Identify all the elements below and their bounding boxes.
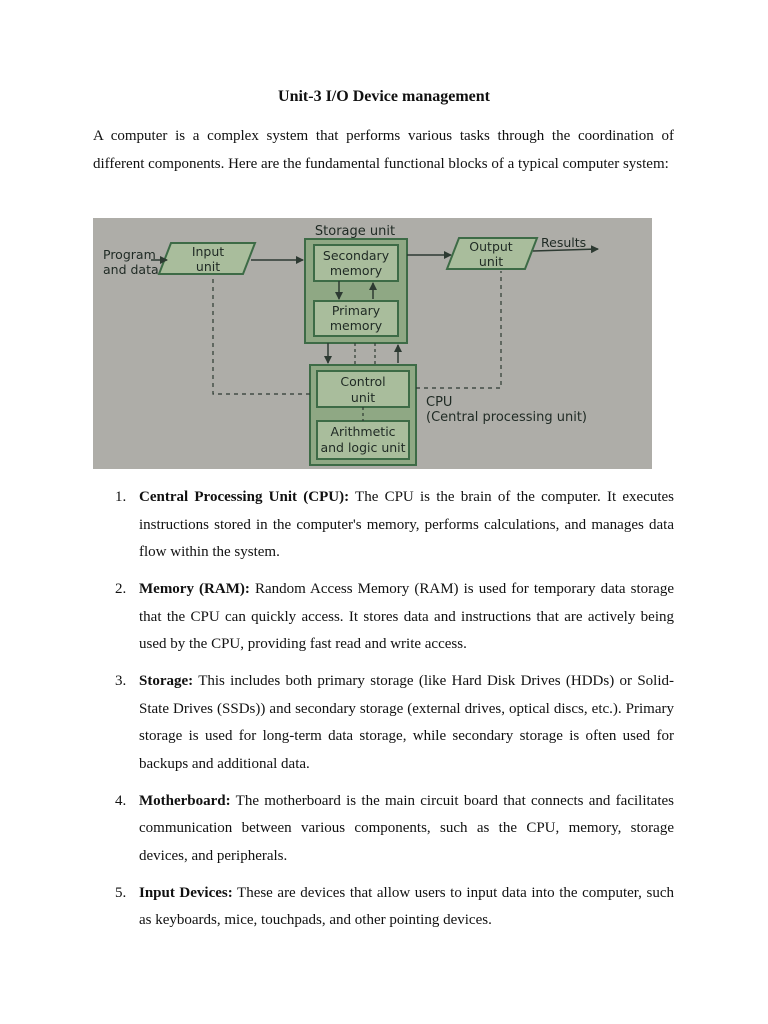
- intro-paragraph: A computer is a complex system that performs various tasks through the coordination of different components. Here are the fundamental functional blocks of a typical computer system:: [93, 128, 674, 172]
- component-list: [93, 484, 674, 944]
- alu-label-2: and logic unit: [320, 440, 406, 455]
- list-item: [93, 880, 674, 935]
- list-item: [93, 788, 674, 871]
- input-unit-label-1: Input: [191, 244, 225, 259]
- item-number: 1.: [115, 489, 127, 505]
- list-item: [93, 668, 674, 778]
- list-item: [93, 484, 674, 567]
- item-term: Memory (RAM):: [139, 581, 250, 597]
- control-unit-label-2: unit: [350, 390, 376, 405]
- storage-unit-label: Storage unit: [314, 224, 396, 239]
- output-unit-label-1: Output: [469, 239, 513, 254]
- item-number: 5.: [115, 884, 127, 901]
- program-and-data-label-2: and data: [103, 262, 159, 277]
- item-text: These are devices that allow users to input data into the computer, such as keyboards, mice, touchpads, and other pointing devices.: [139, 884, 674, 928]
- list-item: [93, 576, 674, 659]
- input-unit-label-2: unit: [195, 259, 221, 274]
- primary-memory-label-2: memory: [329, 318, 383, 333]
- block-diagram-figure: [93, 218, 652, 469]
- secondary-memory-label-1: Secondary: [322, 248, 390, 263]
- page-title: Unit-3 I/O Device management: [278, 88, 490, 105]
- control-unit-label-1: Control: [340, 374, 386, 389]
- item-term: Motherboard:: [139, 792, 231, 809]
- results-label: Results: [541, 235, 587, 250]
- item-number: 3.: [115, 673, 127, 689]
- cpu-full-label: (Central processing unit): [426, 410, 587, 425]
- item-term: Central Processing Unit (CPU):: [139, 489, 350, 505]
- item-term: Input Devices:: [139, 884, 233, 901]
- computer-block-diagram: [93, 218, 652, 469]
- item-text: This includes both primary storage (like Hard Disk Drives (HDDs) or Solid-State Drives (SSDs)) and secondary storage (external drives, optical discs, etc.). Primary storage is used for long-term data storage, while secondary storage is often used for backups and additional data.: [139, 673, 674, 772]
- item-text: Random Access Memory (RAM) is used for temporary data storage that the CPU can quickly access. It stores data and instructions that are actively being used by the CPU, providing fast read and write access.: [139, 581, 674, 652]
- cpu-label: CPU: [426, 395, 453, 410]
- item-text: The motherboard is the main circuit board that connects and facilitates communication between various components, such as the CPU, memory, storage devices, and peripherals.: [139, 792, 674, 864]
- item-number: 2.: [115, 581, 127, 597]
- alu-label-1: Arithmetic: [330, 424, 396, 439]
- item-number: 4.: [115, 792, 127, 809]
- output-unit-label-2: unit: [478, 254, 504, 269]
- primary-memory-label-1: Primary: [331, 303, 381, 318]
- item-term: Storage:: [139, 673, 194, 689]
- item-text: The CPU is the brain of the computer. It executes instructions stored in the computer's memory, performs calculations, and manages data flow within the system.: [139, 489, 674, 560]
- program-and-data-label-1: Program: [103, 247, 156, 262]
- secondary-memory-label-2: memory: [329, 263, 383, 278]
